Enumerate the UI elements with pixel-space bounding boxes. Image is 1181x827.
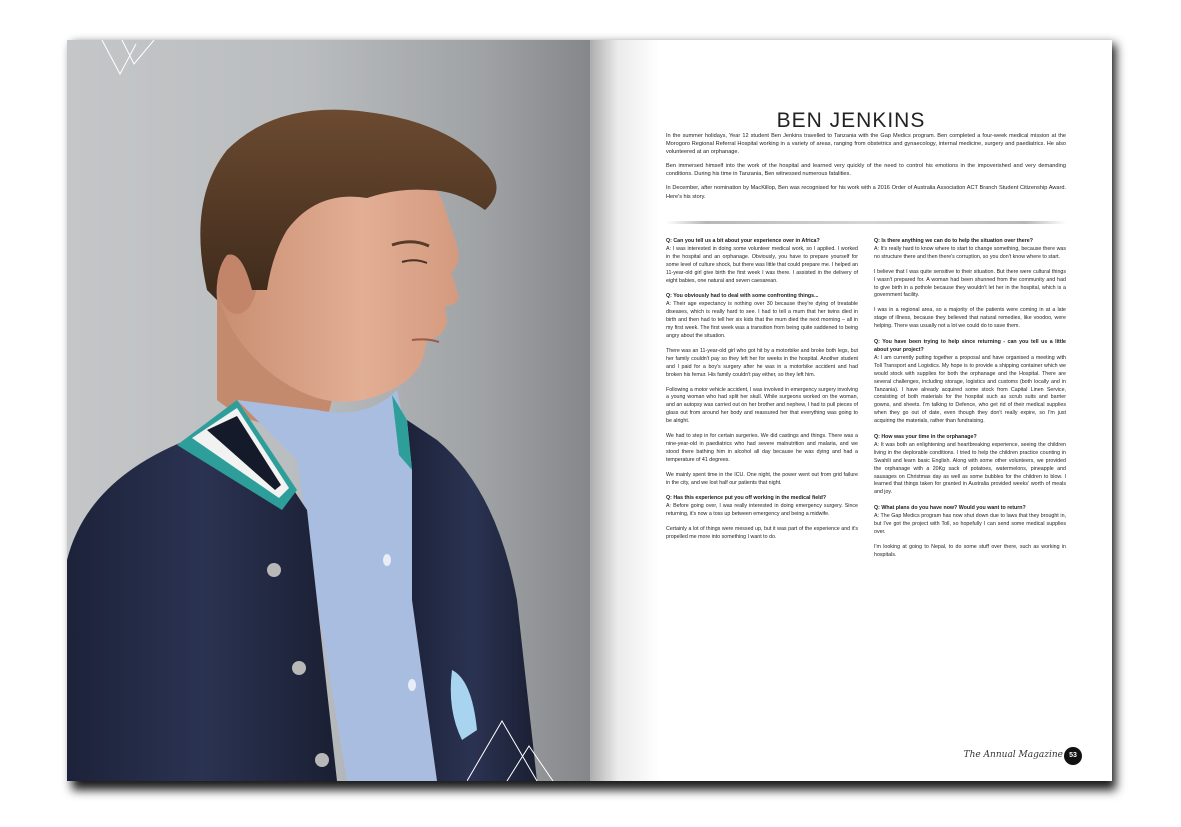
intro-paragraph: In December, after nomination by MacKillop, Ben was recognised for his work with a 2016 Order of Australia Association ACT Branch Student Citizenship Award. Here's his story. (666, 185, 1066, 200)
triangle-deco-bottom (467, 711, 557, 781)
magazine-name: The Annual Magazine (963, 750, 1063, 760)
article-title: BEN JENKINS (776, 109, 926, 133)
left-column (666, 238, 858, 568)
answer-text: A: It's really hard to know where to start to change something, because there was no structure there and then there's corruption, so you don't know where to start. (874, 245, 1066, 260)
jacket-button (267, 563, 281, 577)
page-number: 53 (1064, 747, 1082, 765)
left-page-photo (67, 40, 590, 781)
question: Q: Is there anything we can do to help the situation over there? (874, 238, 1033, 244)
right-page-article (590, 40, 1112, 781)
article-intro (666, 132, 1066, 207)
qa-block (666, 238, 858, 285)
answer-paragraph: I believe that I was quite sensitive to their situation. But there were cultural things I wasn't prepared for. A woman had been shunned from the community and had to give birth in a pothole because they wouldn't let her in the hospital, which is a government facility. (874, 268, 1066, 299)
intro-paragraph: In the summer holidays, Year 12 student Ben Jenkins travelled to Tanzania with the Gap Medics program. Ben completed a four-week medical mission at the Morogoro Regional Referral Hospital working in a variety of areas, ranging from obstetrics and gynaecology, internal medicine, surgery and paediatrics. He also volunteered at an orphanage. (666, 133, 1066, 156)
question: Q: You obviously had to deal with some confronting things... (666, 293, 819, 300)
question: Q: Has this experience put you off working in the medical field? (666, 495, 827, 502)
question: Q: Can you tell us a bit about your experience over in Africa? (666, 238, 820, 244)
answer-paragraph: I was in a regional area, so a majority of the patients were coming in at a late stage of illness, because they believed that natural remedies, like voodoo, were helping. There was usually not a lot we could do to save them. (874, 307, 1066, 330)
qa-paragraph (666, 495, 858, 519)
magazine-spread (67, 40, 1112, 781)
answer-paragraph: I'm looking at going to Nepal, to do some stuff over there, such as working in hospitals. (874, 543, 1066, 558)
answer-text: A: I am currently putting together a proposal and have organised a meeting with Toll Transport and Logistics. My hope is to provide a shipping container which we would stock with supplies for both the orphanage and the Hospital. There are several challenges, including storage, logistics and customs (both locally and in Tanzania). I have already acquired some stock from Capital Linen Service, consisting of both materials for the hospital such as scrub suits and barrier gowns, and sheets. I'm talking to Defence, who get rid of their medical supplies when they go out of date, even though they don't really expire, so I'm just acquiring the materials, rather than fundraising. (874, 354, 1066, 425)
question: Q: How was your time in the orphanage? (874, 434, 977, 441)
qa-paragraph (666, 238, 858, 285)
section-divider (666, 221, 1066, 224)
answer-paragraph: We had to step in for certain surgeries. We did castings and things. There was a nine-year-old in paediatrics who had severe malnutrition and malaria, and we stood there bathing him in alcohol all day because he was dying and had a temperature of 41 degrees. (666, 433, 858, 463)
qa-paragraph (874, 434, 1066, 497)
answer-paragraph: There was an 11-year-old girl who got hit by a motorbike and broke both legs, but her family couldn't pay so they left her for weeks in the hospital. Another student and I paid for a boy's surgery after he was in a motorbike accident and had broken his femur. His family couldn't pay either, so they left him. (666, 347, 858, 378)
answer-text: A: Before going over, I was really interested in doing emergency surgery. Since returning, it's now a toss up between emergency and being a midwife. (666, 503, 858, 518)
qa-paragraph (874, 505, 1066, 537)
interview-columns (666, 238, 1066, 568)
answer-text: A: Their age expectancy is nothing over 30 because they're dying of treatable diseases, which is really hard to see. I had to tell a mum that her twins died in birth and then had to tell her six kids that the mum died the next morning – all in my first week. The first week was a transition from being quite saddened to being angry about the situation. (666, 301, 858, 339)
gutter-shadow (590, 40, 660, 781)
qa-block (874, 339, 1066, 426)
qa-block (874, 238, 1066, 331)
qa-block (874, 505, 1066, 559)
question: Q: What plans do you have now? Would you want to return? (874, 505, 1026, 512)
qa-paragraph (666, 293, 858, 340)
portrait-photo (67, 40, 590, 781)
answer-text: A: I was interested in doing some volunteer medical work, so I applied. I worked in the hospital and an orphanage. Obviously, you have to prepare yourself for some level of culture shock, but there was little that could prepare me. I helped an 11-year-old girl give birth the first week I was there. I assisted in the delivery of eight babies, one natural and seven caesarean. (666, 245, 858, 284)
answer-paragraph: Following a motor vehicle accident, I was involved in emergency surgery involving a young woman who had split her skull. While surgeons worked on the woman, and an autopsy was carried out on her brother and nephew, I had to pull pieces of glass out from around her body and reassured her that everything was going to be alright. (666, 386, 858, 425)
answer-paragraph: Certainly a lot of things were messed up, but it was part of the experience and it's propelled me more into something I want to do. (666, 526, 858, 541)
jacket (67, 405, 337, 781)
qa-paragraph (874, 339, 1066, 426)
question: Q: You have been trying to help since returning - can you tell us a little about your project? (874, 339, 1066, 353)
answer-paragraph: We mainly spent time in the ICU. One night, the power went out from grid failure in the city, and we lost half our patients that night. (666, 471, 858, 486)
qa-block (666, 495, 858, 542)
right-column (874, 238, 1066, 568)
qa-block (874, 434, 1066, 497)
qa-block (666, 293, 858, 487)
intro-paragraph: Ben immersed himself into the work of the hospital and learned very quickly of the need to control his emotions in the impoverished and very demanding conditions. During his time in Tanzania, Ben witnessed numerous fatalities. (666, 163, 1066, 178)
triangle-deco-top (100, 40, 160, 80)
qa-paragraph (874, 238, 1066, 262)
answer-text: A: It was both an enlightening and heartbreaking experience, seeing the children living in the deplorable conditions. I tried to help the children practice counting in Swahili and learn basic English. Along with some other volunteers, we provided the orphanage with a 20Kg sack of potatoes, watermelons, pineapple and sausages on Christmas day as well as some bubbles for the children to blow. I learned that things taken for granted in Australia provided weeks' worth of meals and joy. (874, 441, 1066, 496)
answer-text: A: The Gap Medics program has now shut down due to laws that they brought in, but I've got the project with Toll, so hopefully I can send some medical supplies over. (874, 513, 1066, 535)
